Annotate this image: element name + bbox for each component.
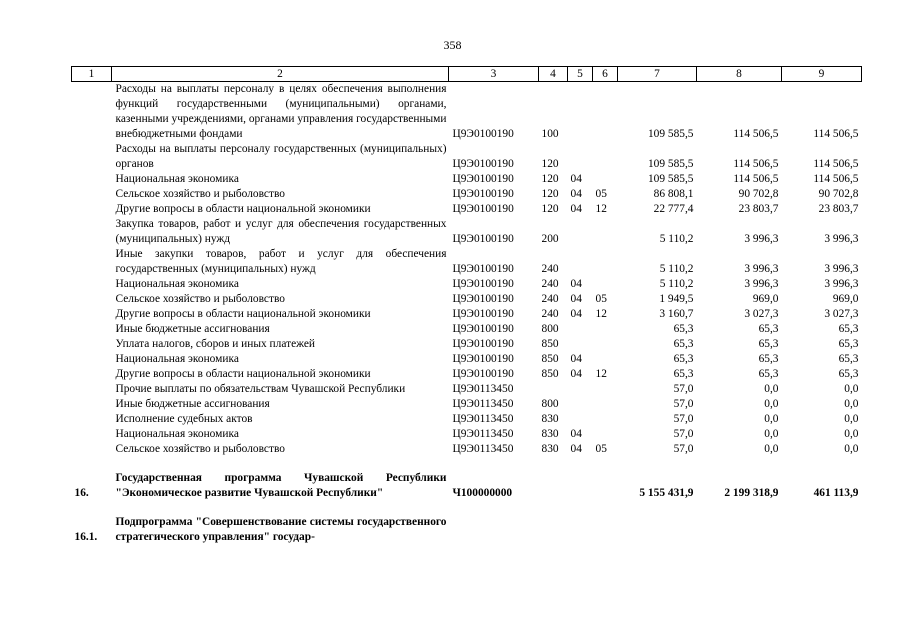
col-header-3: 3	[449, 67, 539, 82]
col-header-5: 5	[568, 67, 593, 82]
subsection-code	[593, 322, 618, 337]
row-number	[72, 352, 112, 367]
amount-year-2: 65,3	[758, 338, 779, 350]
row-number	[72, 322, 112, 337]
section-code: 04	[570, 293, 582, 305]
subsection-code	[593, 247, 618, 277]
amount-year-3: 65,3	[838, 323, 859, 335]
target-article-code: Ц9Э0100190	[452, 188, 514, 200]
section-code	[568, 82, 593, 143]
target-article-code: Ц9Э0100190	[452, 203, 514, 215]
row-name: Государственная программа Чувашской Республики "Экономическое развитие Чувашской Республики"	[115, 472, 447, 499]
target-article-code: Ц9Э0100190	[452, 158, 514, 170]
table-row	[72, 277, 862, 292]
amount-year-1: 65,3	[673, 323, 694, 335]
amount-year-2: 0,0	[764, 443, 779, 455]
section-code	[568, 412, 593, 427]
subsection-code	[593, 217, 618, 247]
target-article-code: Ц9Э0100190	[452, 308, 514, 320]
row-name: Уплата налогов, сборов и иных платежей	[115, 338, 315, 350]
expense-type-code: 240	[541, 293, 559, 305]
subsection-code	[593, 337, 618, 352]
table-row	[72, 412, 862, 427]
expense-type-code: 850	[541, 368, 559, 380]
row-number	[72, 367, 112, 382]
expense-type-code	[539, 515, 568, 545]
row-number	[72, 187, 112, 202]
target-article-code: Ц9Э0113450	[452, 383, 514, 395]
amount-year-1	[618, 515, 697, 545]
row-number	[72, 307, 112, 322]
section-code	[568, 217, 593, 247]
amount-year-2: 65,3	[758, 368, 779, 380]
amount-year-1: 86 808,1	[653, 188, 694, 200]
row-number	[72, 217, 112, 247]
table-row	[72, 382, 862, 397]
subsection-code	[593, 277, 618, 292]
table-row	[72, 172, 862, 187]
expense-type-code: 240	[541, 308, 559, 320]
amount-year-2: 23 803,7	[738, 203, 779, 215]
amount-year-1: 57,0	[673, 398, 694, 410]
table-row	[72, 352, 862, 367]
amount-year-1: 57,0	[673, 443, 694, 455]
section-code: 04	[570, 368, 582, 380]
row-name: Другие вопросы в области национальной экономики	[115, 203, 371, 215]
table-row	[72, 337, 862, 352]
amount-year-1: 57,0	[673, 428, 694, 440]
expense-type-code	[539, 382, 568, 397]
amount-year-3: 65,3	[838, 368, 859, 380]
amount-year-1: 57,0	[673, 383, 694, 395]
amount-year-3: 3 027,3	[824, 308, 859, 320]
amount-year-3: 114 506,5	[813, 173, 859, 185]
section-code: 04	[570, 353, 582, 365]
amount-year-2: 3 996,3	[744, 278, 779, 290]
amount-year-2: 65,3	[758, 353, 779, 365]
row-number	[72, 382, 112, 397]
amount-year-3: 65,3	[838, 353, 859, 365]
subsection-code	[593, 471, 618, 501]
col-header-7: 7	[618, 67, 697, 82]
row-number: 16.1.	[74, 531, 98, 543]
amount-year-1: 109 585,5	[647, 158, 694, 170]
row-name: Сельское хозяйство и рыболовство	[115, 188, 285, 200]
page-number: 358	[443, 38, 462, 52]
row-name: Иные бюджетные ассигнования	[115, 398, 270, 410]
section-code	[568, 382, 593, 397]
section-code	[568, 247, 593, 277]
section-code: 04	[570, 203, 582, 215]
amount-year-2: 114 506,5	[733, 128, 779, 140]
section-code: 04	[570, 308, 582, 320]
subsection-code	[593, 397, 618, 412]
row-number	[72, 247, 112, 277]
row-name: Национальная экономика	[115, 353, 239, 365]
subsection-code	[593, 142, 618, 172]
subsection-code	[593, 82, 618, 143]
amount-year-3: 0,0	[844, 413, 859, 425]
amount-year-1: 22 777,4	[653, 203, 694, 215]
amount-year-2: 3 996,3	[744, 263, 779, 275]
col-header-9: 9	[782, 67, 862, 82]
amount-year-1: 65,3	[673, 368, 694, 380]
spacer-cell	[72, 501, 862, 515]
target-article-code: Ц9Э0100190	[452, 368, 514, 380]
amount-year-2: 0,0	[764, 428, 779, 440]
row-name: Расходы на выплаты персоналу государственных (муниципальных) органов	[115, 143, 447, 170]
table-row	[72, 471, 862, 501]
amount-year-2: 2 199 318,9	[724, 487, 779, 499]
table-row	[72, 142, 862, 172]
row-name: Национальная экономика	[115, 428, 239, 440]
amount-year-2: 0,0	[764, 383, 779, 395]
row-name: Подпрограмма "Совершенствование системы государственного стратегического управления" государ-	[115, 516, 447, 543]
amount-year-2	[697, 515, 782, 545]
table-row	[72, 187, 862, 202]
subsection-code: 12	[595, 308, 607, 320]
amount-year-3	[782, 515, 862, 545]
section-code	[568, 397, 593, 412]
amount-year-3: 969,0	[832, 293, 859, 305]
amount-year-2: 0,0	[764, 398, 779, 410]
col-header-1: 1	[72, 67, 112, 82]
amount-year-2: 3 996,3	[744, 233, 779, 245]
section-code	[568, 322, 593, 337]
row-name: Иные закупки товаров, работ и услуг для обеспечения государственных (муниципальных) нужд	[115, 248, 447, 275]
expense-type-code: 800	[541, 398, 559, 410]
amount-year-3: 461 113,9	[813, 487, 859, 499]
expense-type-code: 830	[541, 443, 559, 455]
row-number	[72, 142, 112, 172]
row-name: Исполнение судебных актов	[115, 413, 253, 425]
amount-year-1: 109 585,5	[647, 128, 694, 140]
col-header-6: 6	[593, 67, 618, 82]
row-number	[72, 202, 112, 217]
expense-type-code: 100	[541, 128, 559, 140]
amount-year-3: 0,0	[844, 428, 859, 440]
table-row	[72, 202, 862, 217]
row-number	[72, 277, 112, 292]
subsection-code: 05	[595, 293, 607, 305]
target-article-code: Ц9Э0113450	[452, 428, 514, 440]
amount-year-2: 114 506,5	[733, 173, 779, 185]
table-row	[72, 367, 862, 382]
amount-year-1: 5 110,2	[659, 233, 694, 245]
amount-year-3: 23 803,7	[818, 203, 859, 215]
row-number	[72, 412, 112, 427]
expense-type-code: 850	[541, 338, 559, 350]
row-name: Сельское хозяйство и рыболовство	[115, 443, 285, 455]
target-article-code: Ц9Э0100190	[452, 263, 514, 275]
section-code	[568, 337, 593, 352]
table-body	[72, 82, 862, 546]
amount-year-3: 0,0	[844, 398, 859, 410]
subsection-code	[593, 515, 618, 545]
amount-year-2: 3 027,3	[744, 308, 779, 320]
amount-year-3: 3 996,3	[824, 263, 859, 275]
target-article-code: Ц9Э0100190	[452, 173, 514, 185]
row-name: Национальная экономика	[115, 278, 239, 290]
subsection-code: 05	[595, 188, 607, 200]
subsection-code	[593, 412, 618, 427]
amount-year-3: 0,0	[844, 383, 859, 395]
amount-year-1: 5 110,2	[659, 278, 694, 290]
expense-type-code: 200	[541, 233, 559, 245]
col-header-4: 4	[539, 67, 568, 82]
table-row	[72, 515, 862, 545]
target-article-code: Ц9Э0100190	[452, 278, 514, 290]
subsection-code: 12	[595, 368, 607, 380]
table-row	[72, 427, 862, 442]
section-code	[568, 471, 593, 501]
target-article-code: Ц9Э0113450	[452, 398, 514, 410]
subsection-code	[593, 382, 618, 397]
row-number: 16.	[74, 487, 89, 499]
amount-year-3: 0,0	[844, 443, 859, 455]
row-number	[72, 337, 112, 352]
section-code	[568, 515, 593, 545]
amount-year-2: 969,0	[752, 293, 779, 305]
target-article-code: Ц9Э0100190	[452, 323, 514, 335]
row-number	[72, 82, 112, 143]
amount-year-3: 65,3	[838, 338, 859, 350]
row-number	[72, 397, 112, 412]
subsection-code	[593, 172, 618, 187]
spacer-cell	[72, 457, 862, 471]
expense-type-code: 240	[541, 278, 559, 290]
subsection-code: 05	[595, 443, 607, 455]
amount-year-3: 3 996,3	[824, 233, 859, 245]
amount-year-3: 90 702,8	[818, 188, 859, 200]
target-article-code: Ц9Э0100190	[452, 338, 514, 350]
table-row	[72, 442, 862, 457]
row-name: Сельское хозяйство и рыболовство	[115, 293, 285, 305]
target-article-code: Ч100000000	[452, 487, 513, 499]
amount-year-1: 65,3	[673, 353, 694, 365]
target-article-code: Ц9Э0100190	[452, 233, 514, 245]
amount-year-1: 5 155 431,9	[639, 487, 694, 499]
target-article-code: Ц9Э0100190	[452, 128, 514, 140]
section-code: 04	[570, 278, 582, 290]
spacer-row	[72, 457, 862, 471]
row-name: Расходы на выплаты персоналу в целях обеспечения выполнения функций государственными (муниципальными) органами, казенными учреждениями, органами управления государственными внебюджетными фондами	[115, 83, 447, 140]
target-article-code: Ц9Э0100190	[452, 293, 514, 305]
amount-year-1: 5 110,2	[659, 263, 694, 275]
expense-type-code: 120	[541, 188, 559, 200]
budget-table	[71, 66, 862, 545]
table-row	[72, 82, 862, 143]
target-article-code	[449, 515, 539, 545]
col-header-8: 8	[697, 67, 782, 82]
amount-year-3: 3 996,3	[824, 278, 859, 290]
table-row	[72, 307, 862, 322]
table-row	[72, 397, 862, 412]
amount-year-2: 90 702,8	[738, 188, 779, 200]
row-name: Национальная экономика	[115, 173, 239, 185]
row-number	[72, 442, 112, 457]
amount-year-1: 1 949,5	[659, 293, 694, 305]
expense-type-code: 120	[541, 158, 559, 170]
section-code: 04	[570, 428, 582, 440]
spacer-row	[72, 501, 862, 515]
target-article-code: Ц9Э0113450	[452, 413, 514, 425]
row-name: Прочие выплаты по обязательствам Чувашской Республики	[115, 383, 406, 395]
row-number	[72, 427, 112, 442]
amount-year-2: 0,0	[764, 413, 779, 425]
table-row	[72, 322, 862, 337]
expense-type-code	[539, 471, 568, 501]
expense-type-code: 800	[541, 323, 559, 335]
table-row	[72, 247, 862, 277]
col-header-2: 2	[112, 67, 449, 82]
subsection-code: 12	[595, 203, 607, 215]
section-code	[568, 142, 593, 172]
row-name: Другие вопросы в области национальной экономики	[115, 368, 371, 380]
expense-type-code: 240	[541, 263, 559, 275]
row-name: Другие вопросы в области национальной экономики	[115, 308, 371, 320]
row-name: Иные бюджетные ассигнования	[115, 323, 270, 335]
table-row	[72, 217, 862, 247]
expense-type-code: 830	[541, 413, 559, 425]
expense-type-code: 850	[541, 353, 559, 365]
expense-type-code: 120	[541, 173, 559, 185]
expense-type-code: 120	[541, 203, 559, 215]
amount-year-1: 65,3	[673, 338, 694, 350]
amount-year-2: 65,3	[758, 323, 779, 335]
table-row	[72, 292, 862, 307]
amount-year-3: 114 506,5	[813, 158, 859, 170]
section-code: 04	[570, 173, 582, 185]
amount-year-1: 109 585,5	[647, 173, 694, 185]
section-code: 04	[570, 188, 582, 200]
subsection-code	[593, 352, 618, 367]
row-number	[72, 172, 112, 187]
row-number	[72, 292, 112, 307]
subsection-code	[593, 427, 618, 442]
amount-year-1: 3 160,7	[659, 308, 694, 320]
expense-type-code: 830	[541, 428, 559, 440]
target-article-code: Ц9Э0113450	[452, 443, 514, 455]
amount-year-3: 114 506,5	[813, 128, 859, 140]
section-code: 04	[570, 443, 582, 455]
table-header-row	[72, 67, 862, 82]
row-name: Закупка товаров, работ и услуг для обеспечения государственных (муниципальных) нужд	[115, 218, 447, 245]
amount-year-2: 114 506,5	[733, 158, 779, 170]
amount-year-1: 57,0	[673, 413, 694, 425]
target-article-code: Ц9Э0100190	[452, 353, 514, 365]
